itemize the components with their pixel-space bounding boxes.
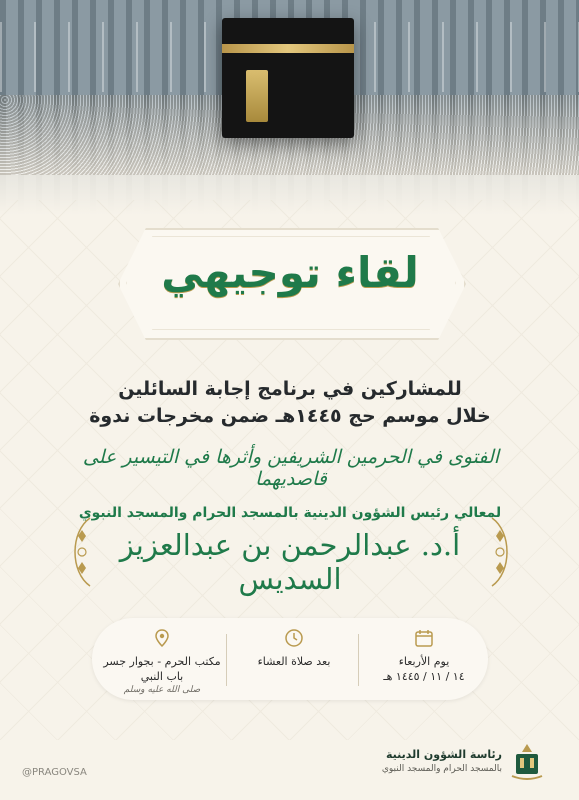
date-cell [362,628,486,684]
location-pin-icon [152,628,172,648]
date-day: يوم الأربعاء [398,655,450,668]
kaaba-image [222,18,354,138]
location-line-2: باب النبي [140,670,184,683]
org-logo-text [352,748,502,774]
poster-title: لقاء توجيهي [161,248,419,297]
time-value: بعد صلاة العشاء [257,655,331,668]
kiswah-band [222,44,354,53]
org-name: رئاسة الشؤون الدينية [386,748,502,761]
ornament-right-icon [482,512,522,592]
host-line: لمعالي رئيس الشؤون الدينية بالمسجد الحرام والمسجد النبوي [78,505,502,521]
org-subtitle: بالمسجد الحرام والمسجد النبوي [381,764,502,774]
date-value: ١٤ / ١١ / ١٤٤٥ هـ [383,670,465,683]
time-cell [232,628,356,669]
location-honorific: صلى الله عليه وسلم [123,685,201,695]
intro-line-1: للمشاركين في برنامج إجابة السائلين [118,378,462,400]
location-line-1: مكتب الحرم - بجوار جسر [103,655,221,668]
host-name: أ.د. عبدالرحمن بن عبدالعزيز السديس [119,528,461,596]
org-logo-icon [508,742,546,782]
event-info-bar [92,618,488,700]
seminar-title: الفتوى في الحرمين الشريفين وأثرها في التيسير على قاصديهما [82,446,500,490]
clock-icon [284,628,304,648]
divider [226,634,227,686]
header-photo [0,0,579,215]
divider [358,634,359,686]
social-handle: @PRAGOVSA [22,767,87,778]
intro-line-2: خلال موسم حج ١٤٤٥هـ ضمن مخرجات ندوة [89,405,491,427]
kaaba-door [246,70,268,122]
calendar-icon [414,628,434,648]
location-cell [100,628,224,696]
